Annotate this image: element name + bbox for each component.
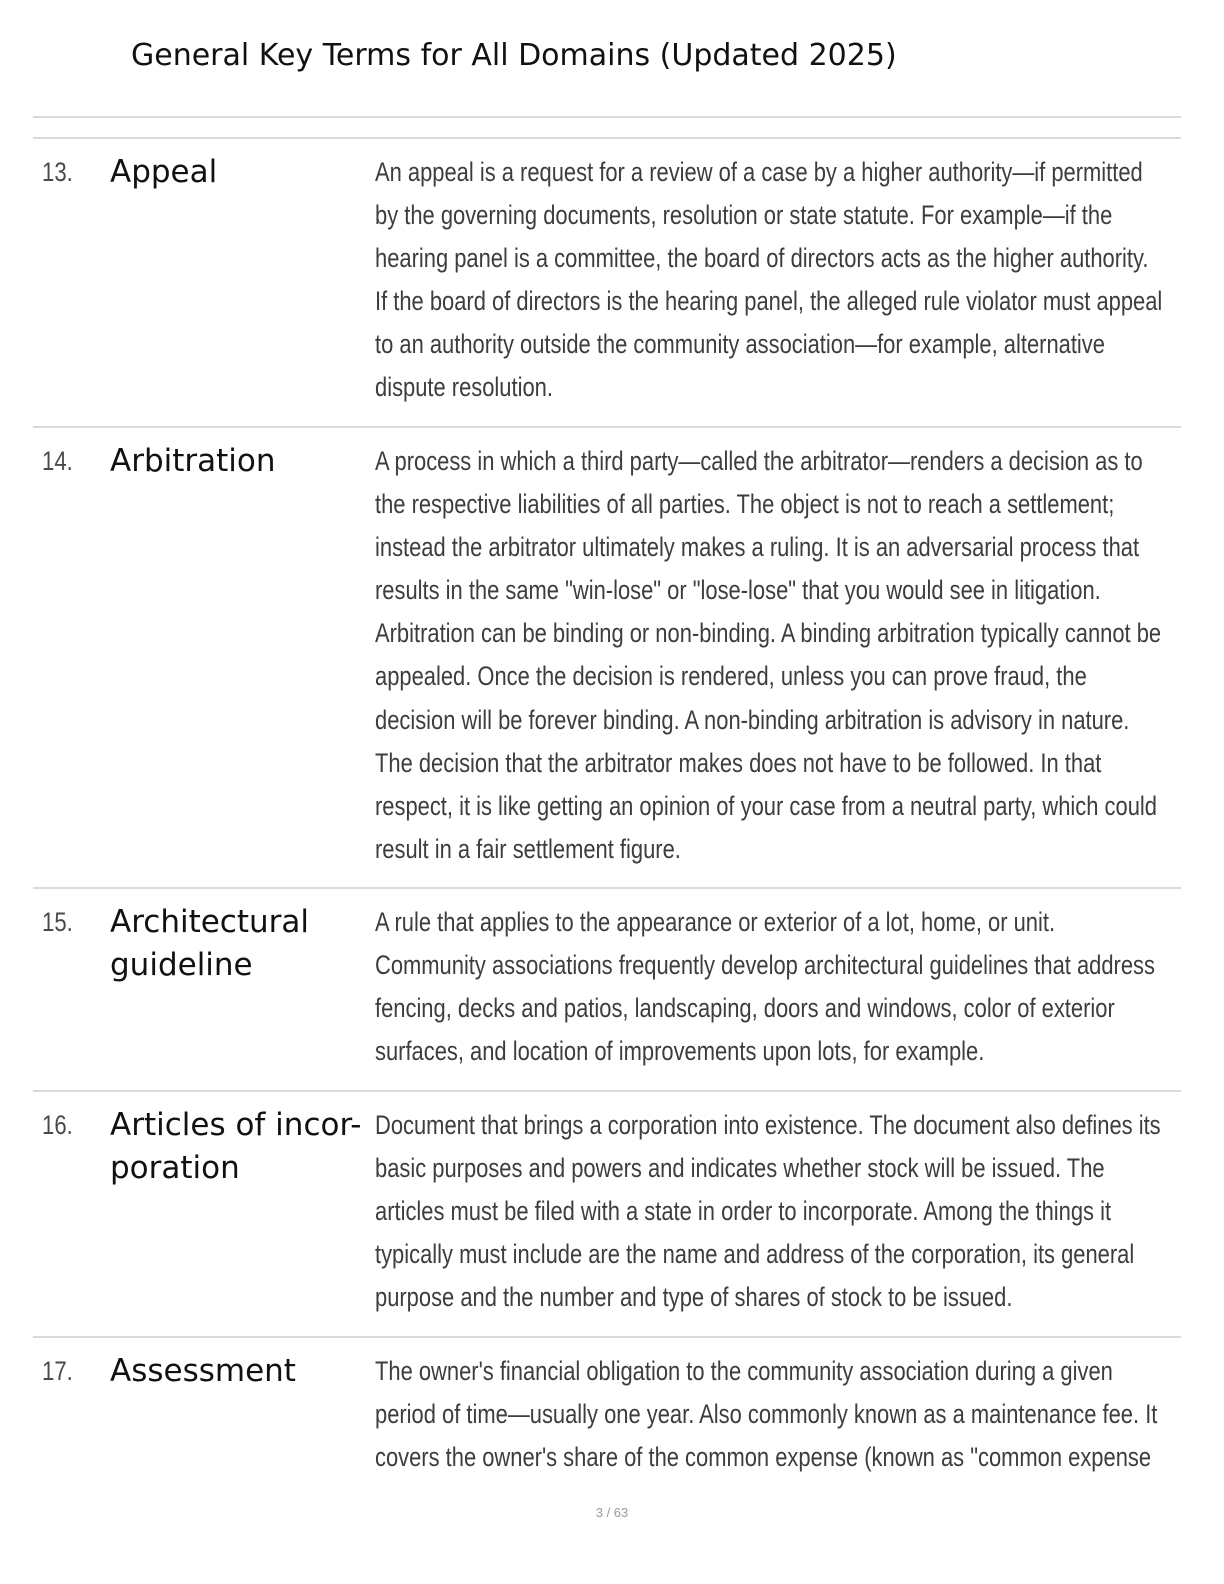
term-number: 17. [42,1356,73,1386]
term-name: Architectural guideline [110,904,310,983]
header-divider [33,116,1181,118]
row-divider [33,426,1181,428]
term-number: 16. [42,1110,73,1140]
table-top-divider [33,137,1181,139]
page-title: General Key Terms for All Domains (Updated 2025) [131,38,897,73]
row-divider [33,1090,1181,1092]
term-definition: An appeal is a request for a review of a case by a higher authority—if permitted by the governing documents, resolution or state statute. For example—if the hearing panel is a committee, the board of directors acts as the higher authority. If the board of directors is the hearing panel, the alleged rule violator must appeal to an authority outside the community association—for example, alternative dispute resolution. [375,157,1163,403]
term-number: 13. [42,157,73,187]
term-name: Arbitration [110,443,276,479]
term-name: Appeal [110,154,218,190]
term-definition: The owner's financial obligation to the community association during a given period of time—usually one year. Also commonly known as a maintenance fee. It covers the owner's share of the common expense (known as "common expense [375,1356,1158,1473]
page-number: 3 / 63 [595,1505,629,1520]
term-name: Assessment [110,1353,296,1389]
term-number: 15. [42,907,73,937]
row-divider [33,887,1181,889]
term-definition: A process in which a third party—called the arbitrator—renders a decision as to the respective liabilities of all parties. The object is not to reach a settlement; instead the arbitrator ultimately makes a ruling. It is an adversarial process that results in the same "win-lose" or "lose-lose" that you would see in litigation. Arbitration can be binding or non-binding. A binding arbitration typically cannot be appealed. Once the decision is rendered, unless you can prove fraud, the decision will be forever binding. A non-binding arbitration is advisory in nature. The decision that the arbitrator makes does not have to be followed. In that respect, it is like getting an opinion of your case from a neutral party, which could result in a fair settlement figure. [375,446,1162,864]
term-number: 14. [42,446,73,476]
row-divider [33,1336,1181,1338]
term-definition: A rule that applies to the appearance or exterior of a lot, home, or unit. Community associations frequently develop architectural guidelines that address fencing, decks and patios, landscaping, doors and windows, color of exterior surfaces, and location of improvements upon lots, for example. [375,907,1155,1067]
term-name: Articles of incor- poration [110,1107,362,1186]
term-definition: Document that brings a corporation into existence. The document also defines its basic purposes and powers and indicates whether stock will be issued. The articles must be filed with a state in order to incorporate. Among the things it typically must include are the name and address of the corporation, its general purpose and the number and type of shares of stock to be issued. [375,1110,1161,1313]
